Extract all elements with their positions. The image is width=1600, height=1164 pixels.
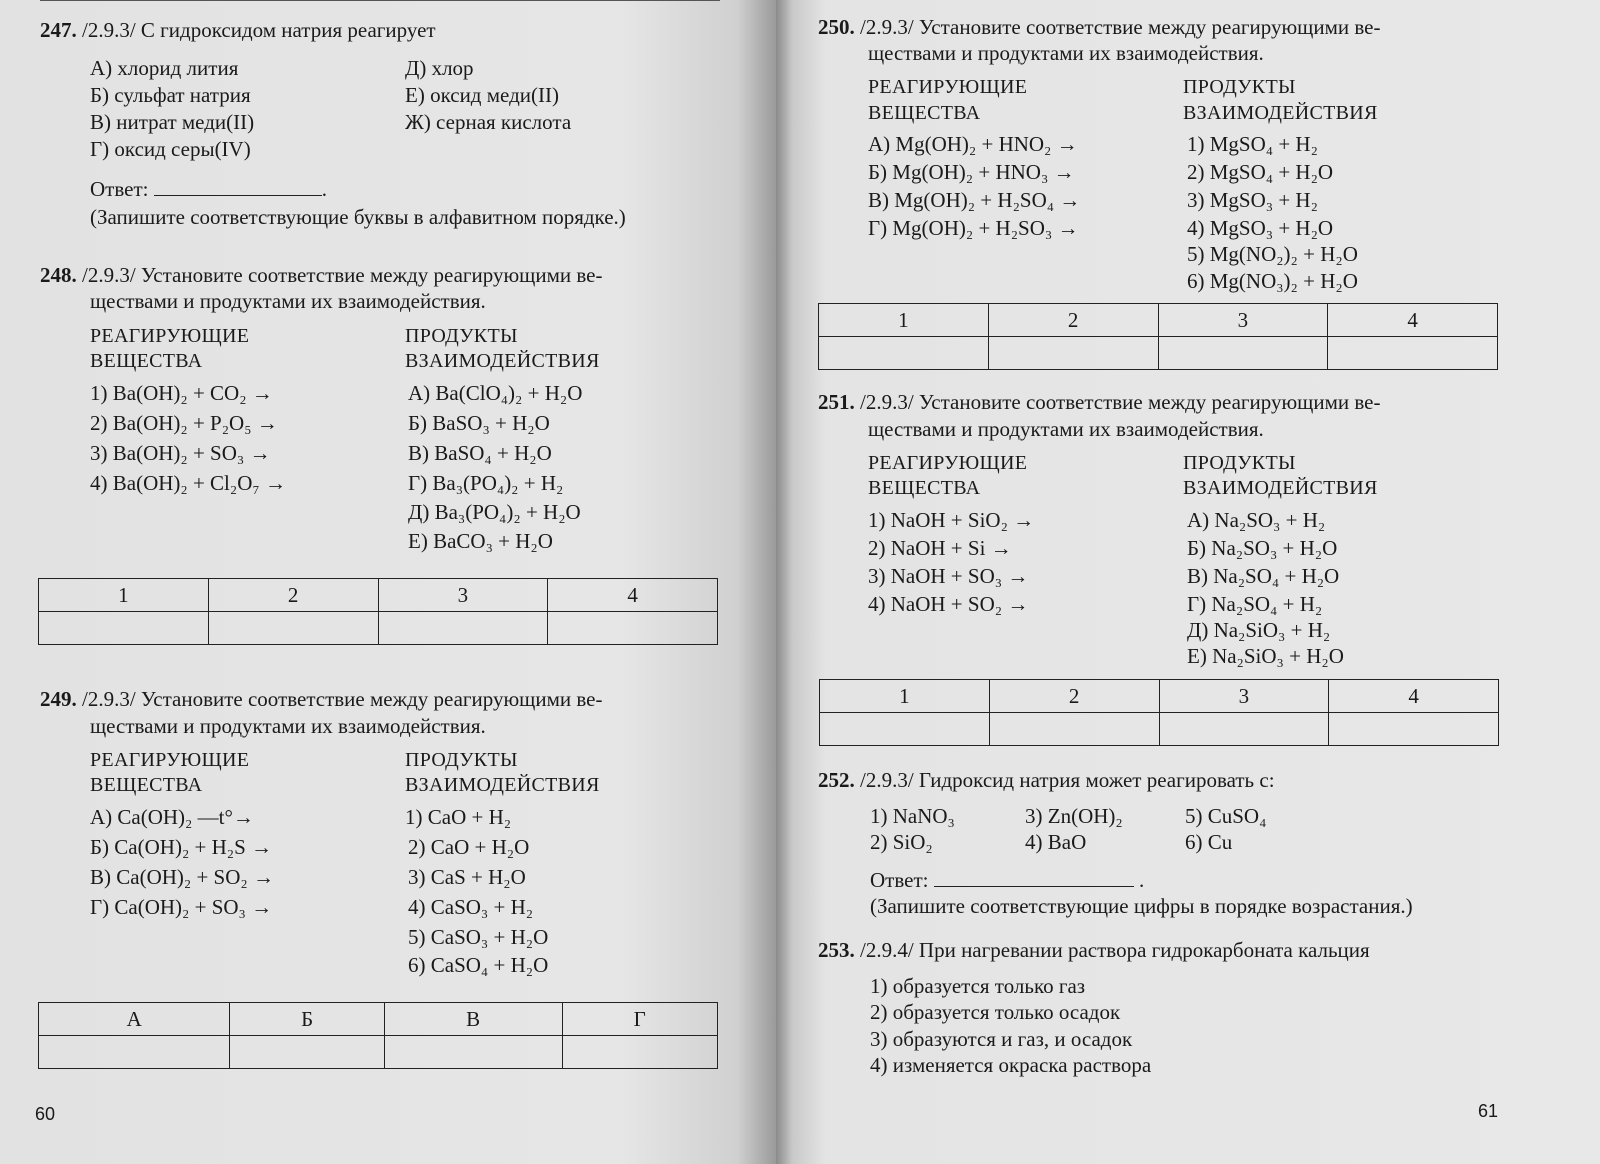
question-number: 253. [818, 938, 855, 962]
question-text: /2.9.3/ Установите соответствие между реагирующими ве- [82, 687, 603, 711]
answer-cell[interactable] [562, 1036, 718, 1069]
reactants-header: РЕАГИРУЮЩИЕ [868, 76, 1028, 98]
answer-line [870, 868, 1144, 892]
question-text: /2.9.3/ С гидроксидом натрия реагирует [82, 18, 436, 42]
left-page [0, 0, 776, 1164]
table-header: 4 [1329, 680, 1499, 713]
option: Ж) серная кислота [405, 110, 572, 134]
question-text: /2.9.3/ Установите соответствие между реагирующими ве- [860, 15, 1381, 39]
products-header: ВЗАИМОДЕЙСТВИЯ [1183, 477, 1378, 499]
question-number: 249. [40, 687, 77, 711]
products-header: ВЗАИМОДЕЙСТВИЯ [405, 350, 600, 372]
product: А) Na₂SO₃ + H₂ [1187, 508, 1326, 532]
answer-table-250 [818, 303, 1498, 370]
answer-field[interactable] [934, 868, 1134, 887]
product: 3) CaS + H₂O [408, 865, 526, 889]
answer-table-251 [819, 679, 1499, 746]
answer-cell[interactable] [230, 1036, 385, 1069]
answer-cell[interactable] [39, 612, 209, 645]
reactant: Б) Mg(OH)₂ + HNO₃ → [868, 160, 1075, 184]
reactant: 1) NaOH + SiO₂ → [868, 508, 1035, 532]
option: 2) SiO₂ [870, 830, 933, 854]
product: 1) MgSO₄ + H₂ [1187, 132, 1318, 156]
option: 1) образуется только газ [870, 974, 1086, 998]
option: 4) изменяется окраска раствора [870, 1053, 1152, 1077]
option: 4) BaO [1025, 830, 1087, 854]
option: 3) образуются и газ, и осадок [870, 1027, 1133, 1051]
reactant: А) Ca(OH)₂ —t°→ [90, 805, 254, 829]
question-number: 252. [818, 768, 855, 792]
question-253-title [818, 938, 1370, 962]
divider [40, 0, 720, 1]
reactants-header: РЕАГИРУЮЩИЕ [90, 325, 250, 347]
product: Б) BaSO₃ + H₂O [408, 411, 550, 435]
product: Е) BaCO₃ + H₂O [408, 529, 553, 553]
answer-table-248 [38, 578, 718, 645]
reactant: 2) Ba(OH)₂ + P₂O₅ → [90, 411, 278, 435]
question-251-title [818, 390, 1380, 414]
product: Д) Na₂SiO₃ + H₂ [1187, 618, 1331, 642]
question-number: 247. [40, 18, 77, 42]
answer-cell[interactable] [1158, 337, 1328, 370]
reactant: Г) Mg(OH)₂ + H₂SO₃ → [868, 216, 1079, 240]
products-header: ПРОДУКТЫ [405, 325, 518, 347]
reactant: 3) NaOH + SO₃ → [868, 564, 1029, 588]
product: 5) CaSO₃ + H₂O [408, 925, 549, 949]
page-number: 60 [35, 1104, 56, 1124]
table-header: 4 [1328, 304, 1498, 337]
question-250-title [818, 15, 1380, 39]
product: 4) CaSO₃ + H₂ [408, 895, 534, 919]
question-number: 251. [818, 390, 855, 414]
question-248-title [40, 263, 602, 287]
answer-cell[interactable] [820, 713, 990, 746]
option: 3) Zn(OH)₂ [1025, 804, 1123, 828]
question-text: /2.9.3/ Установите соответствие между реагирующими ве- [860, 390, 1381, 414]
products-header: ВЗАИМОДЕЙСТВИЯ [1183, 102, 1378, 124]
answer-cell[interactable] [384, 1036, 562, 1069]
reactant: 2) NaOH + Si → [868, 536, 1012, 560]
question-number: 250. [818, 15, 855, 39]
reactant: 4) NaOH + SO₂ → [868, 592, 1029, 616]
answer-label: Ответ: [870, 868, 929, 892]
products-header: ПРОДУКТЫ [1183, 452, 1296, 474]
answer-table-249 [38, 1002, 718, 1069]
product: В) Na₂SO₄ + H₂O [1187, 564, 1340, 588]
question-text: /2.9.4/ При нагревании раствора гидрокарбоната кальция [860, 938, 1370, 962]
product: А) Ba(ClO₄)₂ + H₂O [408, 381, 583, 405]
option: 2) образуется только осадок [870, 1000, 1121, 1024]
product: Б) Na₂SO₃ + H₂O [1187, 536, 1338, 560]
option: Г) оксид серы(IV) [90, 137, 251, 161]
answer-cell[interactable] [1328, 337, 1498, 370]
answer-cell[interactable] [548, 612, 718, 645]
instruction-note: (Запишите соответствующие цифры в порядке возрастания.) [870, 894, 1413, 918]
table-header: 1 [819, 304, 989, 337]
reactant: 4) Ba(OH)₂ + Cl₂O₇ → [90, 471, 286, 495]
answer-end: . [1138, 868, 1145, 892]
option: Б) сульфат натрия [90, 83, 251, 107]
product: Г) Ba₃(PO₄)₂ + H₂ [408, 471, 564, 495]
option: 6) Cu [1185, 830, 1233, 854]
question-text-cont: ществами и продуктами их взаимодействия. [868, 41, 1264, 65]
option: 1) NaNO₃ [870, 804, 955, 828]
question-text-cont: ществами и продуктами их взаимодействия. [868, 417, 1264, 441]
answer-cell[interactable] [989, 713, 1159, 746]
reactants-header: РЕАГИРУЮЩИЕ [868, 452, 1028, 474]
question-text: /2.9.3/ Гидроксид натрия может реагировать с: [860, 768, 1275, 792]
products-header: ПРОДУКТЫ [1183, 76, 1296, 98]
reactant: В) Mg(OH)₂ + H₂SO₄ → [868, 188, 1081, 212]
products-header: ПРОДУКТЫ [405, 749, 518, 771]
question-text: /2.9.3/ Установите соответствие между реагирующими ве- [82, 263, 603, 287]
product: 6) Mg(NO₃)₂ + H₂O [1187, 269, 1358, 293]
instruction-note: (Запишите соответствующие буквы в алфавитном порядке.) [90, 205, 626, 229]
product: Г) Na₂SO₄ + H₂ [1187, 592, 1323, 616]
reactants-header: ВЕЩЕСТВА [868, 102, 981, 124]
table-header: Г [562, 1003, 718, 1036]
table-header: 1 [39, 579, 209, 612]
product: Е) Na₂SiO₃ + H₂O [1187, 644, 1344, 668]
reactant: В) Ca(OH)₂ + SO₂ → [90, 865, 274, 889]
right-page [776, 0, 1600, 1164]
table-header: Б [230, 1003, 385, 1036]
product: 2) MgSO₄ + H₂O [1187, 160, 1334, 184]
product: 5) Mg(NO₂)₂ + H₂O [1187, 242, 1358, 266]
question-247-title [40, 18, 436, 42]
table-header: 4 [548, 579, 718, 612]
question-text-cont: ществами и продуктами их взаимодействия. [90, 289, 486, 313]
table-header: 2 [988, 304, 1158, 337]
reactant: Б) Ca(OH)₂ + H₂S → [90, 835, 273, 859]
reactants-header: РЕАГИРУЮЩИЕ [90, 749, 250, 771]
option: 5) CuSO₄ [1185, 804, 1267, 828]
answer-end: . [321, 177, 327, 201]
question-252-title [818, 768, 1275, 792]
option: В) нитрат меди(II) [90, 110, 255, 134]
table-header: 3 [1158, 304, 1328, 337]
answer-cell[interactable] [819, 337, 989, 370]
answer-cell[interactable] [1329, 713, 1499, 746]
answer-cell[interactable] [378, 612, 548, 645]
product: 6) CaSO₄ + H₂O [408, 953, 549, 977]
product: 2) CaO + H₂O [408, 835, 530, 859]
product: 4) MgSO₃ + H₂O [1187, 216, 1334, 240]
table-header: В [384, 1003, 562, 1036]
reactant: А) Mg(OH)₂ + HNO₂ → [868, 132, 1078, 156]
table-header: 2 [989, 680, 1159, 713]
answer-field[interactable] [154, 177, 322, 196]
reactants-header: ВЕЩЕСТВА [868, 477, 981, 499]
table-header: 1 [820, 680, 990, 713]
reactant: Г) Ca(OH)₂ + SO₃ → [90, 895, 273, 919]
answer-cell[interactable] [988, 337, 1158, 370]
page-number: 61 [1478, 1101, 1499, 1121]
table-header: 3 [1159, 680, 1329, 713]
question-number: 248. [40, 263, 77, 287]
option: Е) оксид меди(II) [405, 83, 559, 107]
answer-label: Ответ: [90, 177, 149, 201]
product: 1) CaO + H₂ [405, 805, 512, 829]
answer-line [90, 177, 327, 201]
answer-cell[interactable] [39, 1036, 230, 1069]
reactants-header: ВЕЩЕСТВА [90, 774, 203, 796]
reactants-header: ВЕЩЕСТВА [90, 350, 203, 372]
answer-cell[interactable] [1159, 713, 1329, 746]
product: В) BaSO₄ + H₂O [408, 441, 552, 465]
option: А) хлорид лития [90, 56, 239, 80]
table-header: 3 [378, 579, 548, 612]
option: Д) хлор [405, 56, 474, 80]
answer-cell[interactable] [208, 612, 378, 645]
question-249-title [40, 687, 602, 711]
product: 3) MgSO₃ + H₂ [1187, 188, 1318, 212]
products-header: ВЗАИМОДЕЙСТВИЯ [405, 774, 600, 796]
reactant: 3) Ba(OH)₂ + SO₃ → [90, 441, 271, 465]
table-header: А [39, 1003, 230, 1036]
question-text-cont: ществами и продуктами их взаимодействия. [90, 714, 486, 738]
product: Д) Ba₃(PO₄)₂ + H₂O [408, 500, 581, 524]
table-header: 2 [208, 579, 378, 612]
reactant: 1) Ba(OH)₂ + CO₂ → [90, 381, 273, 405]
